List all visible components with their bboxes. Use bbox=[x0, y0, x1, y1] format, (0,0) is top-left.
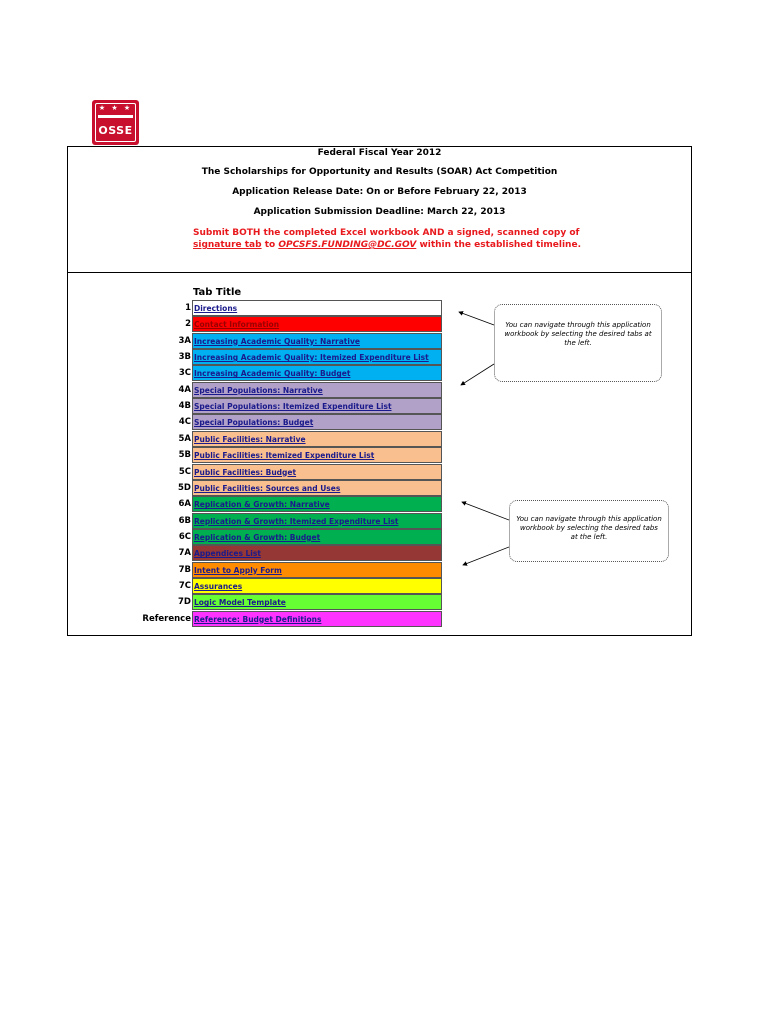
tab-link[interactable]: Special Populations: Narrative bbox=[194, 385, 323, 395]
tab-number: 3C bbox=[178, 368, 191, 379]
tab-link[interactable]: Replication & Growth: Itemized Expenditure List bbox=[194, 516, 399, 526]
signature-tab-link[interactable]: signature tab bbox=[193, 240, 262, 250]
tab-number: 3B bbox=[178, 352, 191, 363]
logo-text: OSSE bbox=[98, 124, 133, 137]
logo-stars: ★ ★ ★ bbox=[98, 104, 133, 112]
arrow-2b bbox=[463, 547, 509, 565]
tab-link[interactable]: Replication & Growth: Narrative bbox=[194, 500, 330, 510]
navigation-note-2: You can navigate through this application workbook by selecting the desired tabs at the left. bbox=[509, 500, 669, 562]
tab-number: 7B bbox=[178, 564, 191, 575]
tab-link[interactable]: Replication & Growth: Budget bbox=[194, 532, 321, 542]
tab-link[interactable]: Public Facilities: Budget bbox=[194, 467, 297, 477]
tab-number: 6A bbox=[178, 499, 191, 510]
tab-link[interactable]: Reference: Budget Definitions bbox=[194, 614, 322, 624]
tab-link[interactable]: Directions bbox=[194, 304, 238, 313]
tab-link[interactable]: Assurances bbox=[194, 581, 243, 591]
arrow-1b bbox=[461, 364, 494, 385]
tab-number: 5C bbox=[178, 466, 191, 477]
tab-number: 5A bbox=[178, 433, 191, 444]
funding-email-link[interactable]: OPCSFS.FUNDING@DC.GOV bbox=[278, 240, 417, 250]
tab-link[interactable]: Contact Information bbox=[194, 320, 280, 330]
tab-number: 4C bbox=[178, 417, 191, 428]
submit-text-3: within the established timeline. bbox=[416, 240, 581, 250]
tab-number: 1 bbox=[185, 303, 191, 313]
tab-link[interactable]: Increasing Academic Quality: Budget bbox=[194, 369, 351, 379]
tab-number: 5D bbox=[178, 482, 191, 493]
tab-number: 7A bbox=[178, 548, 191, 559]
tab-number: 6B bbox=[178, 515, 191, 526]
tab-number: 4B bbox=[178, 401, 191, 412]
tab-number: 4A bbox=[178, 384, 191, 395]
tab-link[interactable]: Public Facilities: Sources and Uses bbox=[194, 483, 341, 493]
competition-title: The Scholarships for Opportunity and Results (SOAR) Act Competition bbox=[201, 167, 558, 177]
release-date: Application Release Date: On or Before February 22, 2013 bbox=[232, 187, 527, 197]
arrow-2a bbox=[462, 502, 509, 520]
submit-text-1: Submit BOTH the completed Excel workbook AND a signed, scanned copy of bbox=[193, 228, 580, 238]
tab-number: 3A bbox=[178, 335, 191, 346]
tab-number: 7D bbox=[178, 597, 191, 608]
tab-link[interactable]: Appendices List bbox=[194, 549, 261, 559]
submission-deadline: Application Submission Deadline: March 22, 2013 bbox=[253, 207, 506, 217]
logo-bar bbox=[98, 115, 133, 118]
tab-number: Reference bbox=[142, 613, 191, 624]
tab-link[interactable]: Intent to Apply Form bbox=[194, 565, 282, 575]
tab-link[interactable]: Increasing Academic Quality: Itemized Expenditure List bbox=[194, 353, 429, 363]
tab-title-heading: Tab Title bbox=[193, 287, 242, 298]
tab-number: 5B bbox=[178, 450, 191, 461]
tab-number: 2 bbox=[185, 319, 191, 330]
workbook-frame bbox=[67, 146, 692, 636]
tab-link[interactable]: Increasing Academic Quality: Narrative bbox=[194, 336, 360, 346]
tab-link[interactable]: Logic Model Template bbox=[194, 598, 286, 608]
navigation-note-1: You can navigate through this application workbook by selecting the desired tabs at the left. bbox=[494, 304, 662, 382]
arrow-1a bbox=[459, 312, 494, 325]
tab-link[interactable]: Public Facilities: Narrative bbox=[194, 434, 306, 444]
pointer-arrows bbox=[68, 147, 693, 637]
osse-logo bbox=[92, 100, 139, 145]
tab-link[interactable]: Special Populations: Itemized Expenditure List bbox=[194, 402, 392, 412]
tab-link[interactable]: Special Populations: Budget bbox=[194, 418, 314, 428]
tab-number: 6C bbox=[178, 531, 191, 542]
tab-number: 7C bbox=[178, 580, 191, 591]
tab-link[interactable]: Public Facilities: Itemized Expenditure List bbox=[194, 451, 375, 461]
submit-text-2: to bbox=[261, 240, 279, 250]
fiscal-year: Federal Fiscal Year 2012 bbox=[317, 148, 442, 158]
